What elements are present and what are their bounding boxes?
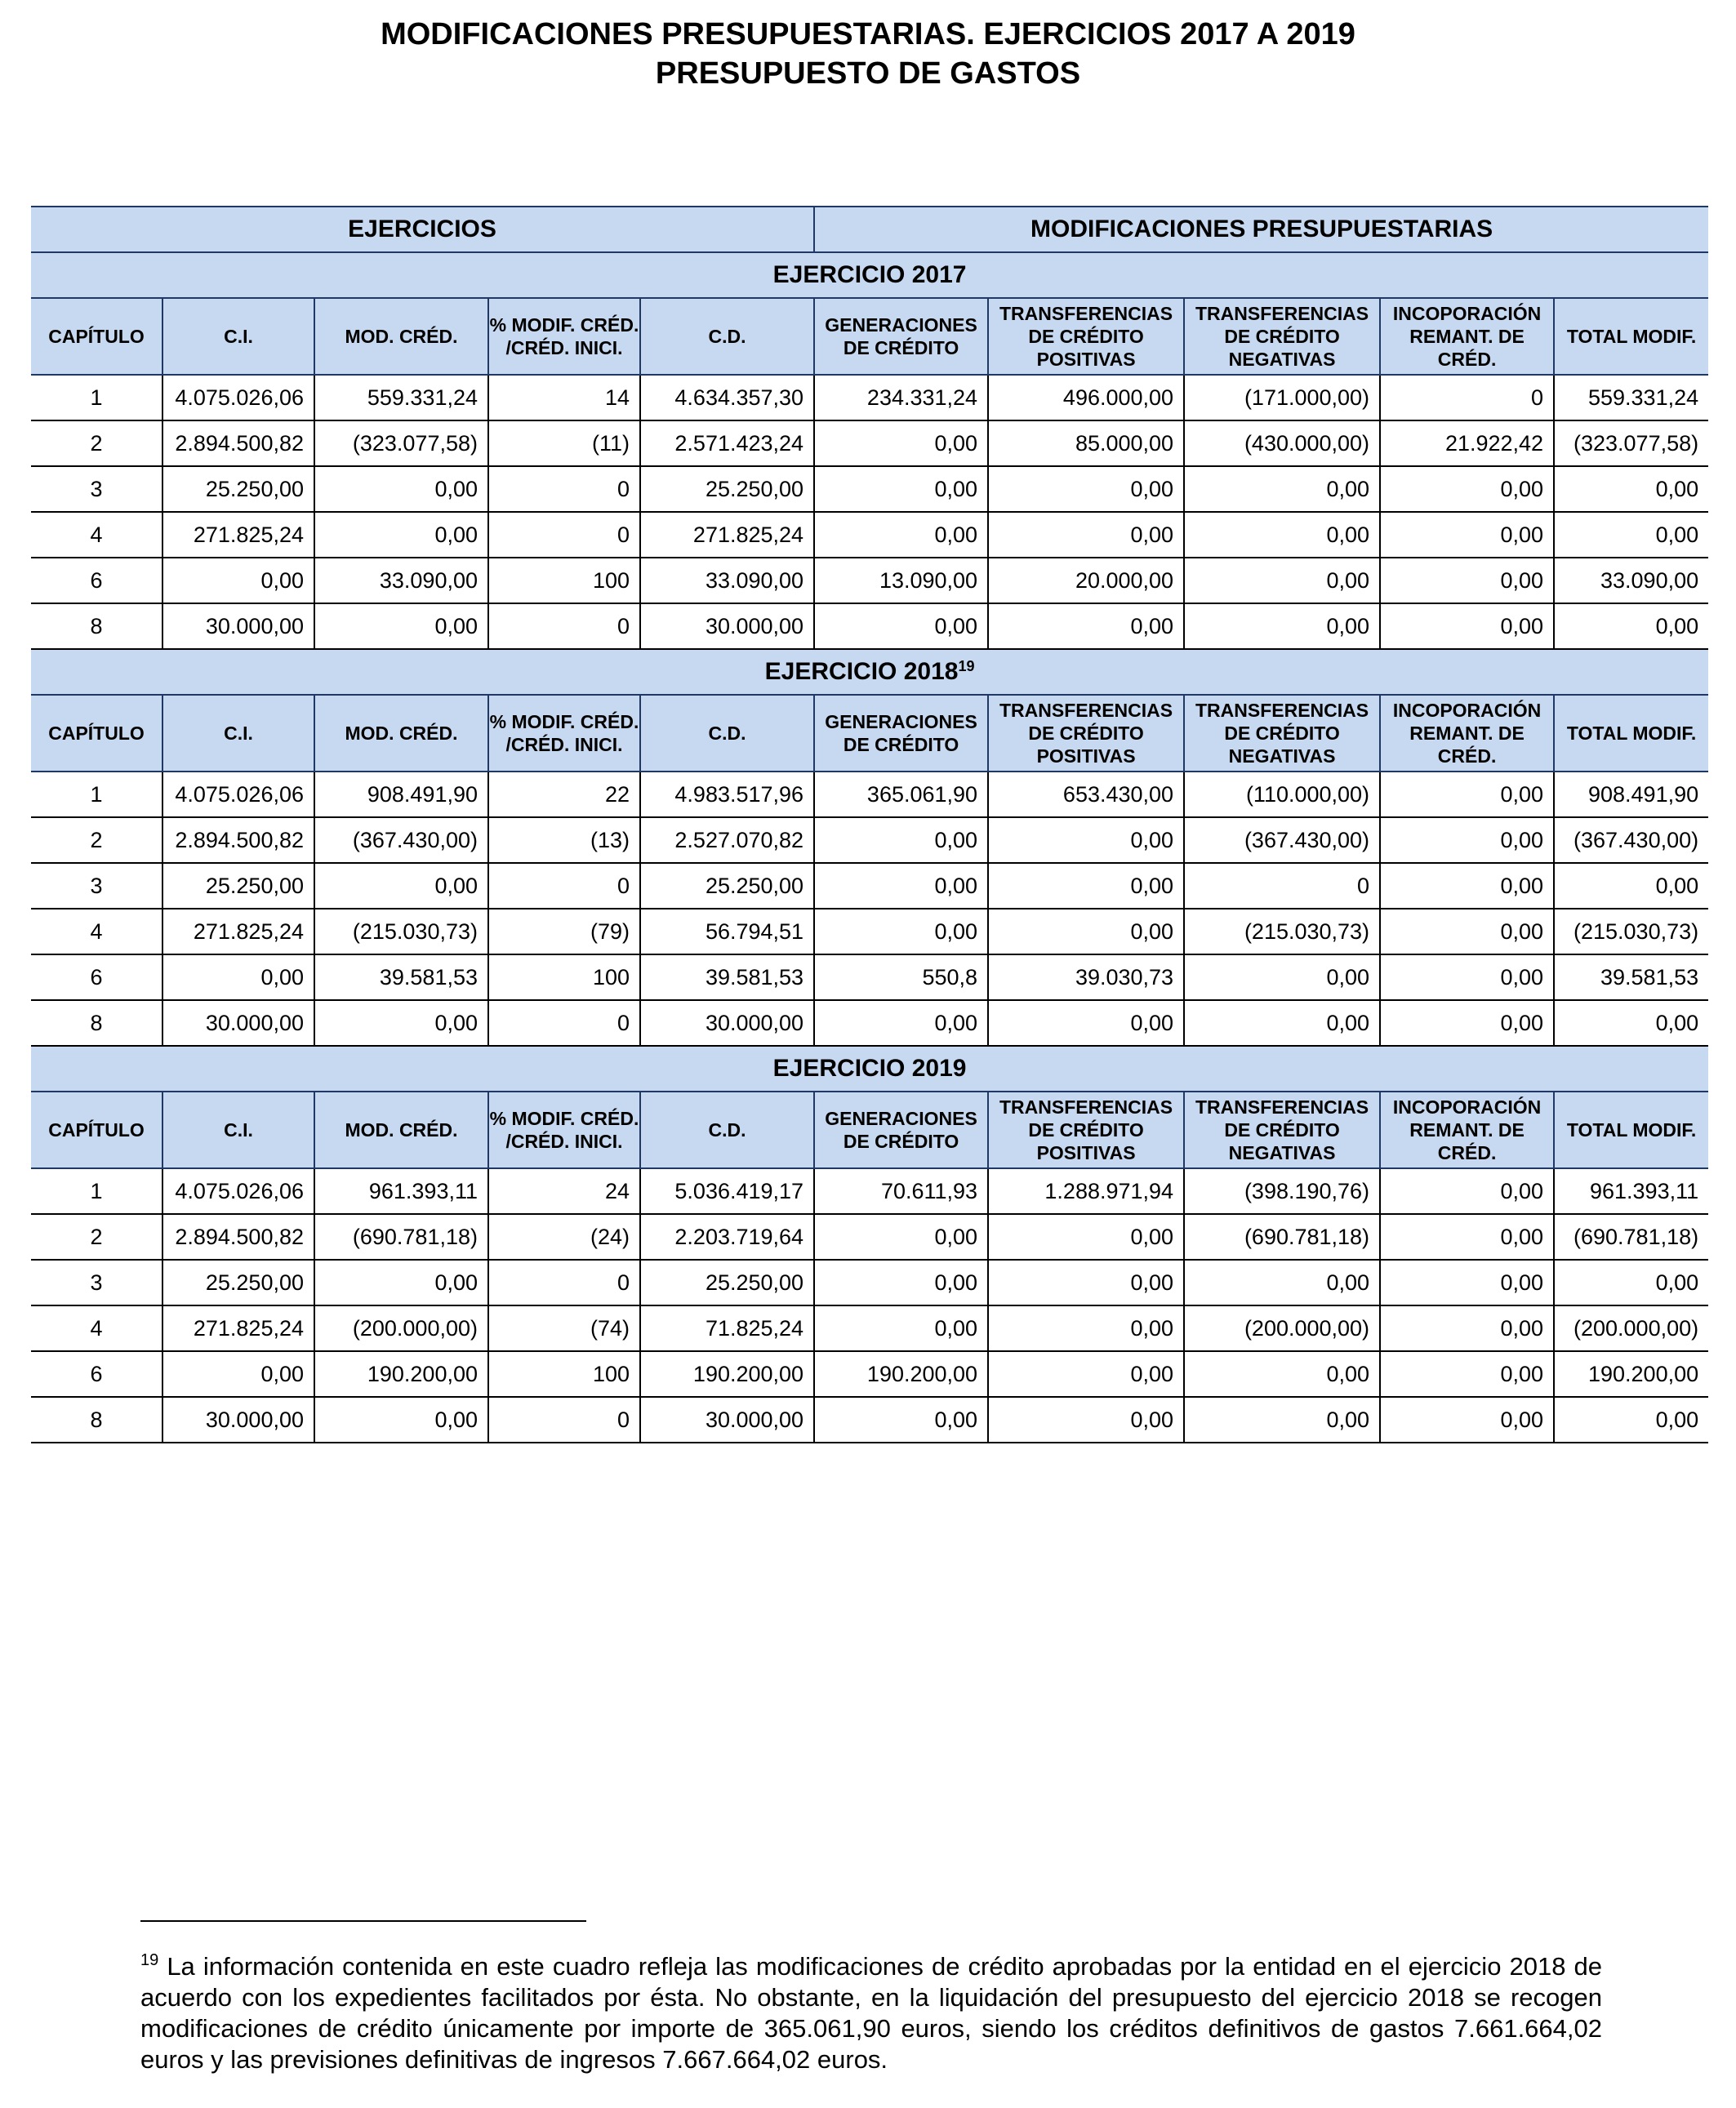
- table-row: [31, 1351, 1708, 1397]
- table-cell: 271.825,24: [640, 512, 814, 558]
- table-cell: 8: [31, 603, 162, 649]
- table-cell: 0,00: [1554, 512, 1708, 558]
- column-header: MOD. CRÉD.: [314, 1092, 488, 1168]
- table-cell: 0,00: [988, 1351, 1184, 1397]
- table-cell: 190.200,00: [814, 1351, 988, 1397]
- table-row: [31, 1397, 1708, 1443]
- table-cell: 6: [31, 558, 162, 603]
- year-label: EJERCICIO 2019: [772, 1055, 967, 1082]
- table-cell: 14: [488, 375, 640, 420]
- table-cell: 0,00: [162, 558, 314, 603]
- table-cell: 30.000,00: [162, 1000, 314, 1046]
- table-cell: 0: [1184, 863, 1380, 909]
- table-cell: 2.527.070,82: [640, 817, 814, 863]
- table-cell: 0,00: [814, 1397, 988, 1443]
- table-row: [31, 1305, 1708, 1351]
- column-header: CAPÍTULO: [31, 298, 162, 375]
- table-row: [31, 772, 1708, 817]
- table-cell: 0,00: [988, 466, 1184, 512]
- year-title: [31, 649, 1708, 695]
- table-cell: 6: [31, 1351, 162, 1397]
- table-body: [31, 207, 1708, 1443]
- year-title: [31, 252, 1708, 298]
- table-cell: 0,00: [988, 1397, 1184, 1443]
- table-cell: 0,00: [1554, 863, 1708, 909]
- table-cell: 190.200,00: [314, 1351, 488, 1397]
- table-cell: 961.393,11: [314, 1168, 488, 1214]
- table-cell: 0,00: [314, 512, 488, 558]
- table-cell: 0,00: [814, 420, 988, 466]
- table-cell: 496.000,00: [988, 375, 1184, 420]
- table-cell: 271.825,24: [162, 1305, 314, 1351]
- table-row: [31, 1000, 1708, 1046]
- table-cell: 1: [31, 1168, 162, 1214]
- table-cell: 8: [31, 1000, 162, 1046]
- table-cell: 0,00: [1184, 1000, 1380, 1046]
- table-cell: 0,00: [988, 603, 1184, 649]
- table-cell: 56.794,51: [640, 909, 814, 954]
- table-row: [31, 909, 1708, 954]
- footnote-text: La información contenida en este cuadro refleja las modificaciones de crédito aprobadas por la entidad en el ejercicio 2018 de acuerdo con los expedientes facilitados por ésta. No obstante, en la liquidación del presupuesto del ejercicio 2018 se recogen modificaciones de crédito únicamente por importe de 365.061,90 euros, siendo los créditos definitivos de gastos 7.661.664,02 euros y las previsiones definitivas de ingresos 7.667.664,02 euros.: [140, 1952, 1602, 2074]
- table-row: [31, 603, 1708, 649]
- table-cell: 0,00: [314, 466, 488, 512]
- table-cell: 0,00: [814, 1260, 988, 1305]
- column-header: TOTAL MODIF.: [1554, 1092, 1708, 1168]
- table-cell: 0,00: [1380, 1168, 1554, 1214]
- table-cell: 0,00: [814, 817, 988, 863]
- table-cell: (323.077,58): [1554, 420, 1708, 466]
- table-cell: 4.983.517,96: [640, 772, 814, 817]
- table-cell: 0,00: [1554, 1000, 1708, 1046]
- table-cell: (215.030,73): [1554, 909, 1708, 954]
- column-header: C.I.: [162, 298, 314, 375]
- table-cell: 33.090,00: [1554, 558, 1708, 603]
- table-cell: 550,8: [814, 954, 988, 1000]
- table-cell: 30.000,00: [162, 603, 314, 649]
- table-cell: 0,00: [814, 603, 988, 649]
- column-header: MOD. CRÉD.: [314, 298, 488, 375]
- table-cell: 85.000,00: [988, 420, 1184, 466]
- year-header-row: [31, 252, 1708, 298]
- table-cell: 2.571.423,24: [640, 420, 814, 466]
- table-cell: 4.634.357,30: [640, 375, 814, 420]
- table-cell: 0: [488, 863, 640, 909]
- column-header: GENERACIONES DE CRÉDITO: [814, 695, 988, 772]
- table-cell: 4: [31, 512, 162, 558]
- table-cell: (215.030,73): [314, 909, 488, 954]
- table-cell: 24: [488, 1168, 640, 1214]
- table-cell: 2: [31, 420, 162, 466]
- table-cell: 0,00: [1380, 1214, 1554, 1260]
- table-cell: 30.000,00: [640, 603, 814, 649]
- table-cell: 0,00: [988, 512, 1184, 558]
- year-header-row: [31, 1046, 1708, 1092]
- table-cell: 0,00: [988, 1000, 1184, 1046]
- table-cell: 961.393,11: [1554, 1168, 1708, 1214]
- column-header: C.D.: [640, 1092, 814, 1168]
- table-cell: 0,00: [814, 909, 988, 954]
- table-cell: 39.581,53: [1554, 954, 1708, 1000]
- table-cell: 25.250,00: [162, 466, 314, 512]
- table-cell: (74): [488, 1305, 640, 1351]
- column-header: TOTAL MODIF.: [1554, 695, 1708, 772]
- table-cell: 0,00: [1380, 1351, 1554, 1397]
- table-row: [31, 512, 1708, 558]
- table-row: [31, 863, 1708, 909]
- table-cell: 3: [31, 1260, 162, 1305]
- column-header-row: [31, 1092, 1708, 1168]
- table-cell: 234.331,24: [814, 375, 988, 420]
- table-cell: 0,00: [1380, 863, 1554, 909]
- table-cell: (398.190,76): [1184, 1168, 1380, 1214]
- table-cell: 2.894.500,82: [162, 817, 314, 863]
- footnote-divider: [140, 1920, 586, 1922]
- table-cell: 4: [31, 1305, 162, 1351]
- table-cell: 0,00: [1184, 558, 1380, 603]
- table-cell: 0,00: [162, 1351, 314, 1397]
- table-cell: 3: [31, 863, 162, 909]
- column-header: INCOPORACIÓN REMANT. DE CRÉD.: [1380, 298, 1554, 375]
- table-cell: 25.250,00: [162, 1260, 314, 1305]
- table-cell: 2: [31, 817, 162, 863]
- table-cell: 0: [488, 466, 640, 512]
- column-header: INCOPORACIÓN REMANT. DE CRÉD.: [1380, 1092, 1554, 1168]
- table-cell: 21.922,42: [1380, 420, 1554, 466]
- table-cell: 0,00: [1184, 512, 1380, 558]
- column-header: GENERACIONES DE CRÉDITO: [814, 1092, 988, 1168]
- footnote-reference: 19: [958, 658, 975, 674]
- table-top-header: [31, 207, 1708, 252]
- table-cell: 559.331,24: [1554, 375, 1708, 420]
- column-header: TRANSFERENCIAS DE CRÉDITO POSITIVAS: [988, 695, 1184, 772]
- table-cell: 0,00: [1380, 466, 1554, 512]
- footnote-number: 19: [140, 1951, 159, 1969]
- table-cell: 0,00: [814, 863, 988, 909]
- column-header: C.I.: [162, 1092, 314, 1168]
- table-cell: (200.000,00): [1184, 1305, 1380, 1351]
- table-row: [31, 558, 1708, 603]
- table-cell: 0,00: [988, 863, 1184, 909]
- table-cell: 0,00: [988, 909, 1184, 954]
- table-cell: (323.077,58): [314, 420, 488, 466]
- column-header: % MODIF. CRÉD. /CRÉD. INICI.: [488, 298, 640, 375]
- year-label: EJERCICIO 2018: [764, 658, 959, 685]
- table-cell: 0,00: [814, 512, 988, 558]
- table-cell: 0,00: [314, 863, 488, 909]
- table-cell: 0,00: [1380, 772, 1554, 817]
- table-cell: 0,00: [1380, 1000, 1554, 1046]
- table-cell: 8: [31, 1397, 162, 1443]
- table-cell: 13.090,00: [814, 558, 988, 603]
- table-cell: 25.250,00: [640, 466, 814, 512]
- table-cell: 25.250,00: [162, 863, 314, 909]
- table-cell: 33.090,00: [314, 558, 488, 603]
- table-cell: 0,00: [1380, 512, 1554, 558]
- table-cell: 908.491,90: [1554, 772, 1708, 817]
- table-cell: 5.036.419,17: [640, 1168, 814, 1214]
- table-row: [31, 466, 1708, 512]
- table-cell: 39.581,53: [314, 954, 488, 1000]
- table-cell: 30.000,00: [640, 1397, 814, 1443]
- table-cell: 0,00: [1380, 1305, 1554, 1351]
- column-header: TOTAL MODIF.: [1554, 298, 1708, 375]
- table-cell: 0,00: [314, 1397, 488, 1443]
- table-row: [31, 375, 1708, 420]
- table-cell: (110.000,00): [1184, 772, 1380, 817]
- table-cell: 0: [488, 603, 640, 649]
- table-row: [31, 954, 1708, 1000]
- column-header: C.D.: [640, 695, 814, 772]
- table-cell: 30.000,00: [162, 1397, 314, 1443]
- header-ejercicios: EJERCICIOS: [31, 207, 814, 252]
- table-cell: 6: [31, 954, 162, 1000]
- table-cell: (24): [488, 1214, 640, 1260]
- table-cell: (215.030,73): [1184, 909, 1380, 954]
- column-header: % MODIF. CRÉD. /CRÉD. INICI.: [488, 695, 640, 772]
- table-cell: 271.825,24: [162, 512, 314, 558]
- table-row: [31, 817, 1708, 863]
- table-cell: (367.430,00): [1184, 817, 1380, 863]
- table-cell: 0,00: [988, 1214, 1184, 1260]
- table-cell: 908.491,90: [314, 772, 488, 817]
- table-cell: 1.288.971,94: [988, 1168, 1184, 1214]
- table-cell: 0,00: [1554, 603, 1708, 649]
- table-cell: 70.611,93: [814, 1168, 988, 1214]
- table-cell: 4.075.026,06: [162, 375, 314, 420]
- column-header: TRANSFERENCIAS DE CRÉDITO NEGATIVAS: [1184, 298, 1380, 375]
- table-cell: 0,00: [1184, 466, 1380, 512]
- table-cell: 559.331,24: [314, 375, 488, 420]
- column-header: C.I.: [162, 695, 314, 772]
- column-header: TRANSFERENCIAS DE CRÉDITO POSITIVAS: [988, 298, 1184, 375]
- table-cell: 2.894.500,82: [162, 1214, 314, 1260]
- column-header-row: [31, 695, 1708, 772]
- table-cell: 4.075.026,06: [162, 772, 314, 817]
- table-cell: 0,00: [314, 1260, 488, 1305]
- table-cell: 0: [1380, 375, 1554, 420]
- table-cell: 71.825,24: [640, 1305, 814, 1351]
- table-cell: 0,00: [1380, 954, 1554, 1000]
- table-cell: 22: [488, 772, 640, 817]
- table-row: [31, 1214, 1708, 1260]
- table-cell: 2.203.719,64: [640, 1214, 814, 1260]
- table-cell: 100: [488, 954, 640, 1000]
- table-cell: 39.581,53: [640, 954, 814, 1000]
- table-cell: 0,00: [1184, 954, 1380, 1000]
- table-cell: (690.781,18): [314, 1214, 488, 1260]
- table-cell: 0,00: [1554, 466, 1708, 512]
- table-row: [31, 1168, 1708, 1214]
- table-cell: 0,00: [1554, 1397, 1708, 1443]
- table-cell: 0,00: [1554, 1260, 1708, 1305]
- table-cell: 653.430,00: [988, 772, 1184, 817]
- table-cell: 33.090,00: [640, 558, 814, 603]
- table-cell: 0,00: [1380, 558, 1554, 603]
- table-cell: 0,00: [1380, 1397, 1554, 1443]
- table-cell: 0,00: [1380, 817, 1554, 863]
- page-title: [0, 15, 1736, 93]
- table-row: [31, 1260, 1708, 1305]
- table-cell: 0,00: [1184, 603, 1380, 649]
- table-cell: (690.781,18): [1184, 1214, 1380, 1260]
- table-cell: 25.250,00: [640, 1260, 814, 1305]
- column-header: CAPÍTULO: [31, 1092, 162, 1168]
- table-cell: 0,00: [1184, 1260, 1380, 1305]
- table-cell: 39.030,73: [988, 954, 1184, 1000]
- table-cell: (367.430,00): [314, 817, 488, 863]
- table-cell: 0: [488, 1260, 640, 1305]
- table-cell: 0,00: [988, 817, 1184, 863]
- table-cell: (13): [488, 817, 640, 863]
- table-cell: (200.000,00): [314, 1305, 488, 1351]
- table-cell: (690.781,18): [1554, 1214, 1708, 1260]
- table-cell: 0,00: [814, 466, 988, 512]
- table-cell: 190.200,00: [640, 1351, 814, 1397]
- table-cell: (171.000,00): [1184, 375, 1380, 420]
- year-header-row: [31, 649, 1708, 695]
- table-cell: 4: [31, 909, 162, 954]
- table-cell: 0,00: [314, 603, 488, 649]
- table-cell: 271.825,24: [162, 909, 314, 954]
- table-cell: 0,00: [1380, 1260, 1554, 1305]
- column-header: C.D.: [640, 298, 814, 375]
- table-cell: 0,00: [988, 1260, 1184, 1305]
- title-line-1: MODIFICACIONES PRESUPUESTARIAS. EJERCICIOS 2017 A 2019: [381, 17, 1355, 51]
- column-header: TRANSFERENCIAS DE CRÉDITO NEGATIVAS: [1184, 695, 1380, 772]
- table-cell: 1: [31, 772, 162, 817]
- table-row: [31, 420, 1708, 466]
- column-header: GENERACIONES DE CRÉDITO: [814, 298, 988, 375]
- column-header: CAPÍTULO: [31, 695, 162, 772]
- table-cell: (200.000,00): [1554, 1305, 1708, 1351]
- column-header: TRANSFERENCIAS DE CRÉDITO NEGATIVAS: [1184, 1092, 1380, 1168]
- table-cell: 30.000,00: [640, 1000, 814, 1046]
- table-cell: 2: [31, 1214, 162, 1260]
- year-label: EJERCICIO 2017: [772, 261, 967, 288]
- table-cell: 20.000,00: [988, 558, 1184, 603]
- table-cell: 0: [488, 1000, 640, 1046]
- column-header: % MODIF. CRÉD. /CRÉD. INICI.: [488, 1092, 640, 1168]
- budget-modifications-table: [31, 206, 1708, 1443]
- table-cell: 3: [31, 466, 162, 512]
- table-cell: (430.000,00): [1184, 420, 1380, 466]
- table-cell: 0,00: [162, 954, 314, 1000]
- column-header: TRANSFERENCIAS DE CRÉDITO POSITIVAS: [988, 1092, 1184, 1168]
- column-header: INCOPORACIÓN REMANT. DE CRÉD.: [1380, 695, 1554, 772]
- table-cell: 0,00: [314, 1000, 488, 1046]
- table-cell: 0: [488, 512, 640, 558]
- table-cell: 0,00: [814, 1214, 988, 1260]
- table-cell: 1: [31, 375, 162, 420]
- table-cell: 0: [488, 1397, 640, 1443]
- table-cell: (79): [488, 909, 640, 954]
- table-cell: 0,00: [1184, 1397, 1380, 1443]
- table-cell: 0,00: [814, 1305, 988, 1351]
- table-cell: 190.200,00: [1554, 1351, 1708, 1397]
- footnote: [140, 1951, 1602, 2075]
- table-cell: (11): [488, 420, 640, 466]
- table-cell: 25.250,00: [640, 863, 814, 909]
- table-cell: 4.075.026,06: [162, 1168, 314, 1214]
- header-modificaciones: MODIFICACIONES PRESUPUESTARIAS: [814, 207, 1708, 252]
- table-cell: 100: [488, 558, 640, 603]
- column-header: MOD. CRÉD.: [314, 695, 488, 772]
- table-cell: 0,00: [1184, 1351, 1380, 1397]
- table-cell: 2.894.500,82: [162, 420, 314, 466]
- table-cell: 0,00: [1380, 603, 1554, 649]
- table-cell: (367.430,00): [1554, 817, 1708, 863]
- year-title: [31, 1046, 1708, 1092]
- table-cell: 365.061,90: [814, 772, 988, 817]
- table-cell: 0,00: [814, 1000, 988, 1046]
- title-line-2: PRESUPUESTO DE GASTOS: [655, 56, 1081, 91]
- table-cell: 0,00: [1380, 909, 1554, 954]
- column-header-row: [31, 298, 1708, 375]
- table-cell: 0,00: [988, 1305, 1184, 1351]
- table-cell: 100: [488, 1351, 640, 1397]
